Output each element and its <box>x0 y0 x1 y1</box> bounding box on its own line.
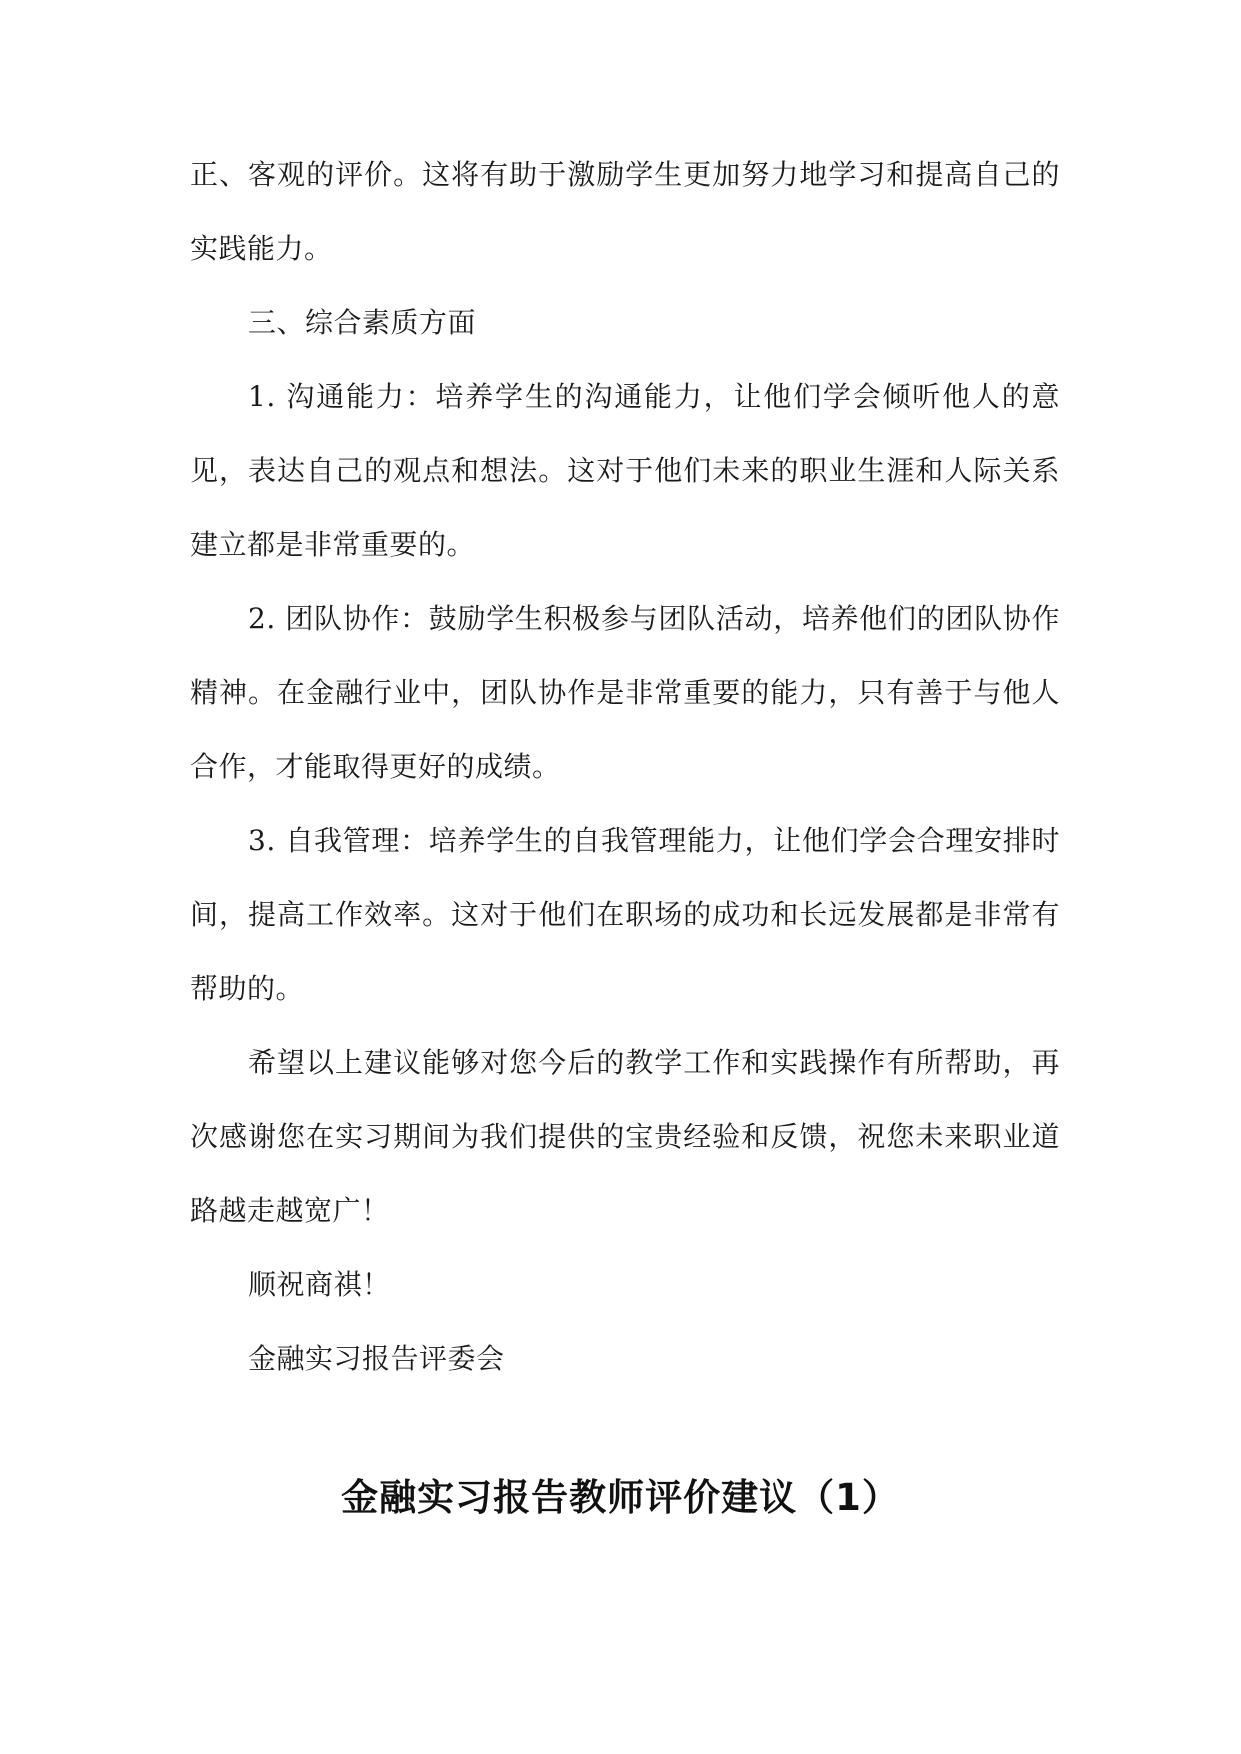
paragraph-communication-skills: 1. 沟通能力：培养学生的沟通能力，让他们学会倾听他人的意见，表达自己的观点和想法。这对于他们未来的职业生涯和人际关系建立都是非常重要的。 <box>190 380 1060 561</box>
next-section-title: 金融实习报告教师评价建议（1） <box>341 1476 900 1519</box>
paragraph-signature: 金融实习报告评委会 <box>248 1342 505 1375</box>
paragraph-self-management: 3. 自我管理：培养学生的自我管理能力，让他们学会合理安排时间，提高工作效率。这对于他们在职场的成功和长远发展都是非常有帮助的。 <box>190 824 1060 1005</box>
paragraph-teamwork: 2. 团队协作：鼓励学生积极参与团队活动，培养他们的团队协作精神。在金融行业中，团队协作是非常重要的能力，只有善于与他人合作，才能取得更好的成绩。 <box>190 602 1060 783</box>
paragraph-salutation: 顺祝商祺！ <box>248 1268 391 1301</box>
paragraph-evaluation-continued: 正、客观的评价。这将有助于激励学生更加努力地学习和提高自己的实践能力。 <box>190 158 1060 265</box>
section-heading-comprehensive-quality: 三、综合素质方面 <box>248 306 477 339</box>
paragraph-closing-wishes: 希望以上建议能够对您今后的教学工作和实践操作有所帮助，再次感谢您在实习期间为我们提供的宝贵经验和反馈，祝您未来职业道路越走越宽广！ <box>190 1046 1060 1227</box>
document-body <box>190 138 1060 1396</box>
